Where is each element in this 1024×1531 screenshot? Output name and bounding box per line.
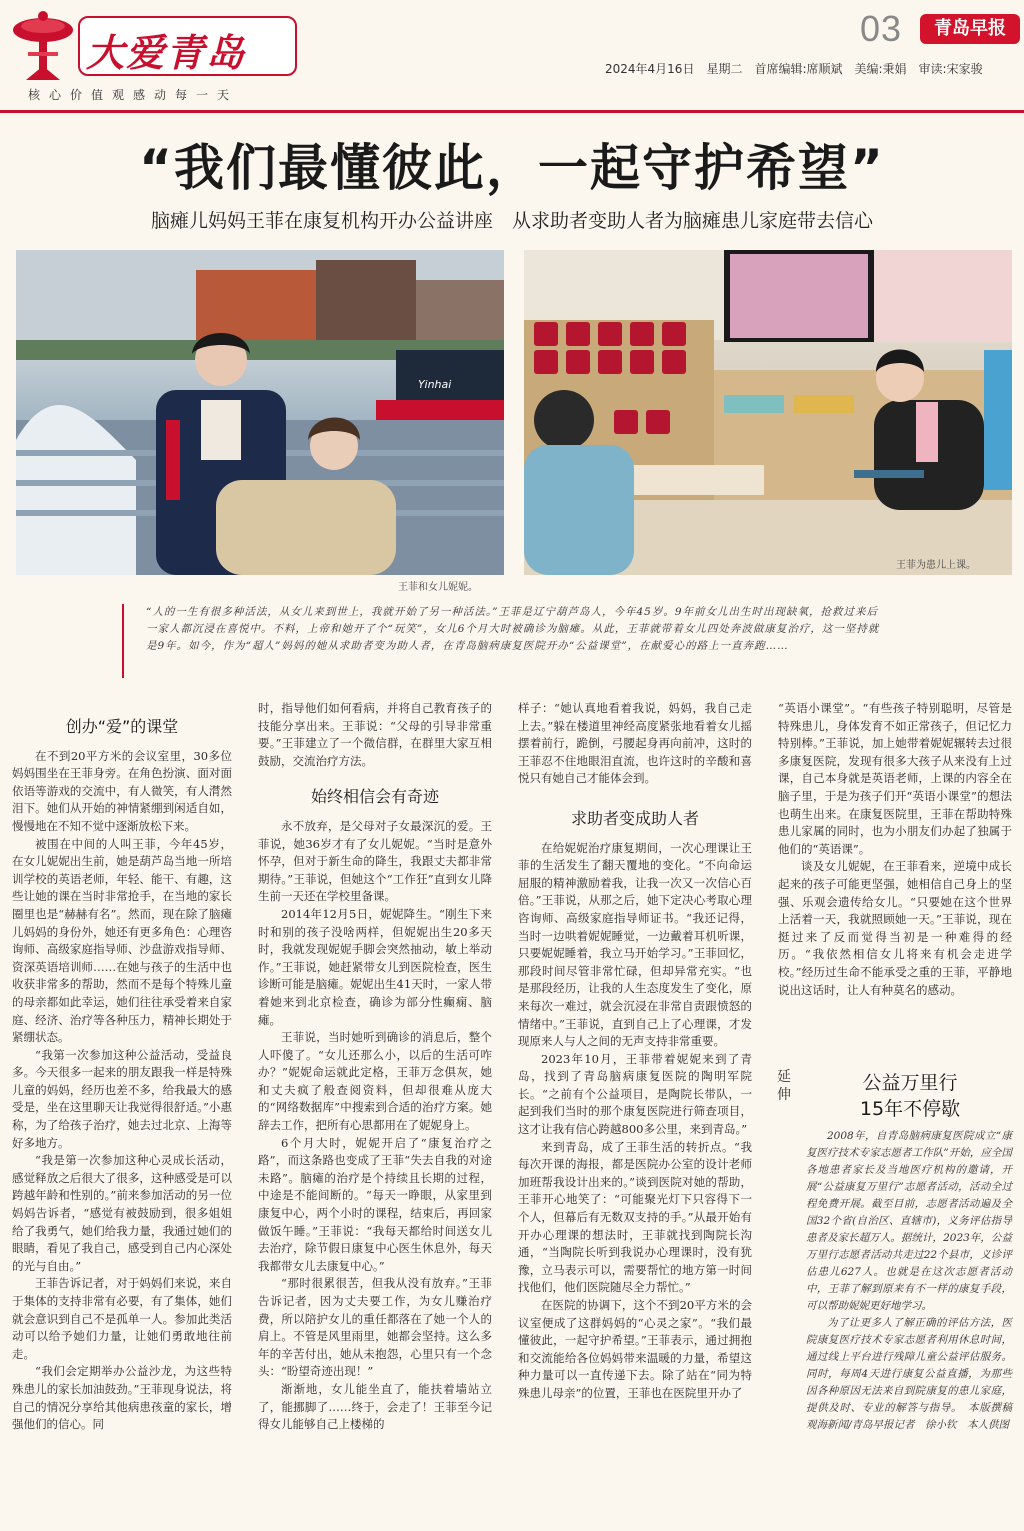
masthead-rule <box>0 110 1024 113</box>
photo1-caption: 王菲和女儿妮妮。 <box>398 582 478 593</box>
paragraph: 永不放弃，是父母对子女最深沉的爱。王菲说，她36岁才有了女儿妮妮。“当时是意外怀孕，但对于新生命的降生，我跟丈夫都非常期待。”王菲说，但她这个“工作狂”直到女儿降生前一天还在学校里备课。 <box>258 818 492 904</box>
photo2-caption: 王菲为患儿上课。 <box>896 560 976 571</box>
paragraph: 王菲说，当时她听到确诊的消息后，整个人吓傻了。“女儿还那么小，以后的生活可咋办？”妮妮命运就此定格，王菲万念俱灰，她和丈夫疯了般查阅资料，但却很难从庞大的“网络数据库”中搜索到合适的治疗方案。她辞去工作，把所有心思都用在了妮妮身上。 <box>258 1030 492 1133</box>
section-heading-1: 创办“爱”的课堂 <box>65 717 179 736</box>
sidebar-tag: 延伸 <box>777 1069 791 1103</box>
paragraph: 2023年10月，王菲带着妮妮来到了青岛，找到了青岛脑病康复医院的陶明军院长。“之前有个公益项目，是陶院长带队，一起到我们当时的那个康复医院进行筛查项目，这才让我有信心跨越800多公里，来到青岛。” <box>518 1051 752 1137</box>
section-title-box <box>78 16 297 76</box>
paragraph: 6个月大时，妮妮开启了“康复治疗之路”，而这条路也变成了王菲“失去自我的对途未路”。脑瘫的治疗是个持续且长期的过程，中途是不能间断的。“每天一睁眼，从家里到康复中心，两个小时的课程，结束后，再回家做饭午睡。”王菲说：“我每天都给时间送女儿去治疗，除节假日康复中心医生休息外，每天我都带女儿去康复中心。” <box>258 1135 492 1273</box>
sidebar-title-line: 公益万里行 <box>862 1072 958 1094</box>
paragraph: 来到青岛，成了王菲生活的转折点。“我每次开课的海报，都是医院办公室的设计老师加班帮我设计出来的。”谈到医院对她的帮助，王菲开心地笑了：“可能聚光灯下只容得下一个人，但幕后有无数双支持的手。”从最开始有开办心理课的想法时，王菲就找到陶院长沟通，“当陶院长听到我说办心理课时，没有犹豫，立马表示可以，需要帮忙的地方第一时间找他们，他们医院随尽全力帮忙。” <box>518 1139 752 1295</box>
page-number: 03 <box>860 8 903 49</box>
paragraph: “我是第一次参加这种心灵成长活动，感觉释放之后很大了很多，这种感受是可以跨越年龄和性别的。”前来参加活动的另一位妈妈告诉者，“感觉有被鼓励到，很多姐姐给了我勇气，她们给我力量，我通过她们的眼睛，看见了我自己，感受到自己内心深处的光与自由。” <box>12 1153 232 1273</box>
paragraph: 样子：“她认真地看着我说，妈妈，我自己走上去。”躲在楼道里神经高度紧张地看着女儿摇摆着前行，跪倒，弓腰起身再向前冲，这时的王菲忍不住地眼泪直流，也许这时的辛酸和喜悦只有她自己才能体会到。 <box>518 701 752 786</box>
paragraph: “我第一次参加这种公益活动，受益良多。今天很多一起来的朋友跟我一样是特殊儿童的妈妈，经历也差不多，给我最大的感受是，坐在这里聊天让我觉得很舒适。”小惠称，为了给孩子治疗，她去过北京、上海等好多地方。 <box>12 1047 232 1150</box>
dateline: 2024年4月16日 星期二 首席编辑:席顺斌 美编:秉娟 审读:宋家骏 <box>605 62 983 76</box>
slogan: 核心价值观感动每一天 <box>28 88 239 102</box>
sidebar-title <box>820 1070 1000 1122</box>
column-4 <box>778 700 1012 1040</box>
photo-classroom <box>524 250 1012 575</box>
paragraph: 渐渐地，女儿能坐直了，能扶着墙站立了，能挪脚了……终于，会走了！王菲至今记得女儿能够自己上楼梯的 <box>258 1381 492 1432</box>
article-intro: “人的一生有很多种活法，从女儿来到世上，我就开始了另一种活法。”王菲是辽宁葫芦岛人，今年45岁。9年前女儿出生时出现缺氧，抢救过来后一家人都沉浸在喜悦中。不料，上帝和她开了个“玩笑”，女儿6个月大时被确诊为脑瘫。从此，王菲就带着女儿四处奔波做康复治疗，这一坚持就是9年。如今，作为“超人”妈妈的她从求助者变为助人者，在青岛脑病康复医院开办“公益课堂”，在献爱心的路上一直奔跑…… <box>146 606 880 652</box>
paragraph: 2008年，自青岛脑病康复医院成立“康复医疗技术专家志愿者工作队”开始，应全国各地患者家长及当地医疗机构的邀请，开展“公益康复万里行”志愿者活动，活动全过程免费开展。截至目前，志愿者活动遍及全国32个省(自治区、直辖市)，义务评估指导患者及家长超万人。据统计，2023年，公益万里行志愿者活动共走过22个县市，义诊评估患儿627人。也就是在这次志愿者活动中，王菲了解到原来有不一样的康复手段，可以帮助妮妮更好地学习。 <box>806 1130 1012 1312</box>
column-1 <box>12 700 232 1520</box>
sidebar-title-line: 15年不停歇 <box>859 1098 961 1120</box>
paragraph: “英语小课堂”。“有些孩子特别聪明，尽管是特殊患儿，身体发育不如正常孩子，但记忆力特别棒。”王菲说，加上她带着妮妮辗转去过很多康复医院，发现有很多大孩子从来没有上过课，自己本身就是英语老师，上课的内容全在脑子里，于是为孩子们开“英语小课堂”的想法也萌生出来。在康复医院里，王菲在帮助特殊患儿家属的同时，也为小朋友们办起了独属于他们的“英语课”。 <box>778 701 1012 856</box>
paragraph: 在医院的协调下，这个不到20平方米的会议室便成了这群妈妈的“心灵之家”。“我们最懂彼此，一起守护希望。”王菲表示，通过拥抱和交流能给各位妈妈带来温暖的力量，希望这种力量可以一直传递下去。除了站在“同为特殊患儿母亲”的位置，王菲也在医院里开办了 <box>518 1298 752 1400</box>
paragraph: 在不到20平方米的会议室里，30多位妈妈围坐在王菲身旁。在角色扮演、面对面依语等游戏的交流中，有人微笑，有人潸然泪下。她们从开始的神情紧绷到闲适自如，慢慢地在不知不觉中逐渐放松下来。 <box>12 748 232 833</box>
classroom-photo-illustration <box>524 250 1012 575</box>
subheadline: 脑瘫儿妈妈王菲在康复机构开办公益讲座 从求助者变助人者为脑瘫患儿家庭带去信心 <box>150 210 873 232</box>
paragraph: 谈及女儿妮妮，在王菲看来，逆境中成长起来的孩子可能更坚强，她相信自己身上的坚强、乐观会遗传给女儿。“只要她在这个世界上活着一天，我就照顾她一天。”王菲说，现在挺过来了反而觉得当初是一种难得的经历。“我依然相信女儿将来有机会走进学校。”经历过生命不能承受之重的王菲，平静地说出这话时，让人有种莫名的感动。 <box>778 859 1012 997</box>
section-heading-3: 求助者变成助人者 <box>570 808 699 828</box>
section-title: 大爱青岛 <box>86 31 247 75</box>
paragraph: “那时很累很苦，但我从没有放弃。”王菲告诉记者，因为丈夫要工作，为女儿赚治疗费，所以陪护女儿的重任都落在了她一个人的肩上。不管是风里雨里，她都会坚持。这么多年的辛苦付出，她从未抱怨，心里只有一个念头：“盼望奇迹出现！” <box>258 1276 492 1379</box>
intro-accent-bar <box>122 604 124 678</box>
paragraph: 在给妮妮治疗康复期间，一次心理课让王菲的生活发生了翻天覆地的变化。“不向命运屈服的精神激励着我，让我一次又一次信心百倍。”王菲说，从那之后，她下定决心考取心理咨询师、高级家庭指导师证书。“我还记得，当时一边哄着妮妮睡觉，一边戴着耳机听课，只要妮妮睡着，我立马开始学习。”王菲回忆，那段时间尽管非常忙碌，但却异常充实。“也是那段经历，让我的人生态度发生了变化，原来每次一难过，就会沉浸在非常自责跟愤怒的情绪中。”王菲说，直到自己上了心理课，才发现原来人与人之间的无声支持非常重要。 <box>518 840 752 1049</box>
column-3 <box>518 700 752 1520</box>
section-heading-2: 始终相信会有奇迹 <box>310 787 439 807</box>
sidebar-body <box>806 1128 1023 1434</box>
paragraph: “我们会定期举办公益沙龙，为这些特殊患儿的家长加油鼓劲。”王菲现身说法，将自己的情况分享给其他病患孩童的家长，增强他们的信心。同 <box>12 1364 232 1432</box>
headline: “我们最懂彼此，一起守护希望” <box>139 139 885 197</box>
tower-logo-icon <box>8 8 78 82</box>
column-2 <box>258 700 492 1520</box>
paragraph: 为了让更多人了解正确的评估方法，医院康复医疗技术专家志愿者利用休息时间，通过线上平台进行残障儿童公益评估服务。同时，每周4天进行康复公益直播，为那些因各种原因无法来自到院康复的患儿家庭，提供及时、专业的解答与指导。 本版撰稿 观海新闻/青岛早报记者 徐小钦 本人供图 <box>806 1317 1023 1431</box>
masthead <box>0 0 1024 110</box>
paragraph: 王菲告诉记者，对于妈妈们来说，来自于集体的支持非常有必要，有了集体，她们就会意识到自己不是孤单一人。参加此类活动可以给予她们力量，让她们勇敢地往前走。 <box>12 1276 232 1361</box>
ship-name-text: Yinhai <box>418 378 452 391</box>
paragraph: 2014年12月5日，妮妮降生。“刚生下来时和别的孩子没啥两样，但妮妮出生20多天时，我就发现妮妮手脚会突然抽动，敏上举动作。”王菲说，她赶紧带女儿到医院检查，医生诊断可能是脑瘫。妮妮出生41天时，一家人带着她来到北京检查，确诊为部分性癫痫、脑瘫。 <box>258 906 492 1027</box>
paper-name-badge: 青岛早报 <box>920 14 1020 44</box>
paragraph: 时，指导他们如何看病，并将自己教育孩子的技能分享出来。王菲说：“父母的引导非常重要。”王菲建立了一个微信群，在群里大家互相鼓励，交流治疗方法。 <box>258 701 492 768</box>
photo-mother-and-daughter <box>16 250 504 575</box>
paragraph: 被围在中间的人叫王菲，今年45岁，在女儿妮妮出生前，她是葫芦岛当地一所培训学校的英语老师，年轻、能干、有趣，这些让她的课在当时非常抢手，在当地的家长圈里也是“赫赫有名”。然而，现在除了脑瘫儿妈妈的身份外，她还有更多角色：心理咨询师、高级家庭指导师、沙盘游戏指导师、资深英语培训师……在她与孩子的生活中也收获非常多的帮助，然而不是每个特殊儿童的母亲都如此幸运，她们往往承受着来自家庭、经济、治疗等各种压力，精神长期处于紧绷状态。 <box>12 836 232 1045</box>
seaside-photo-illustration <box>16 250 504 575</box>
